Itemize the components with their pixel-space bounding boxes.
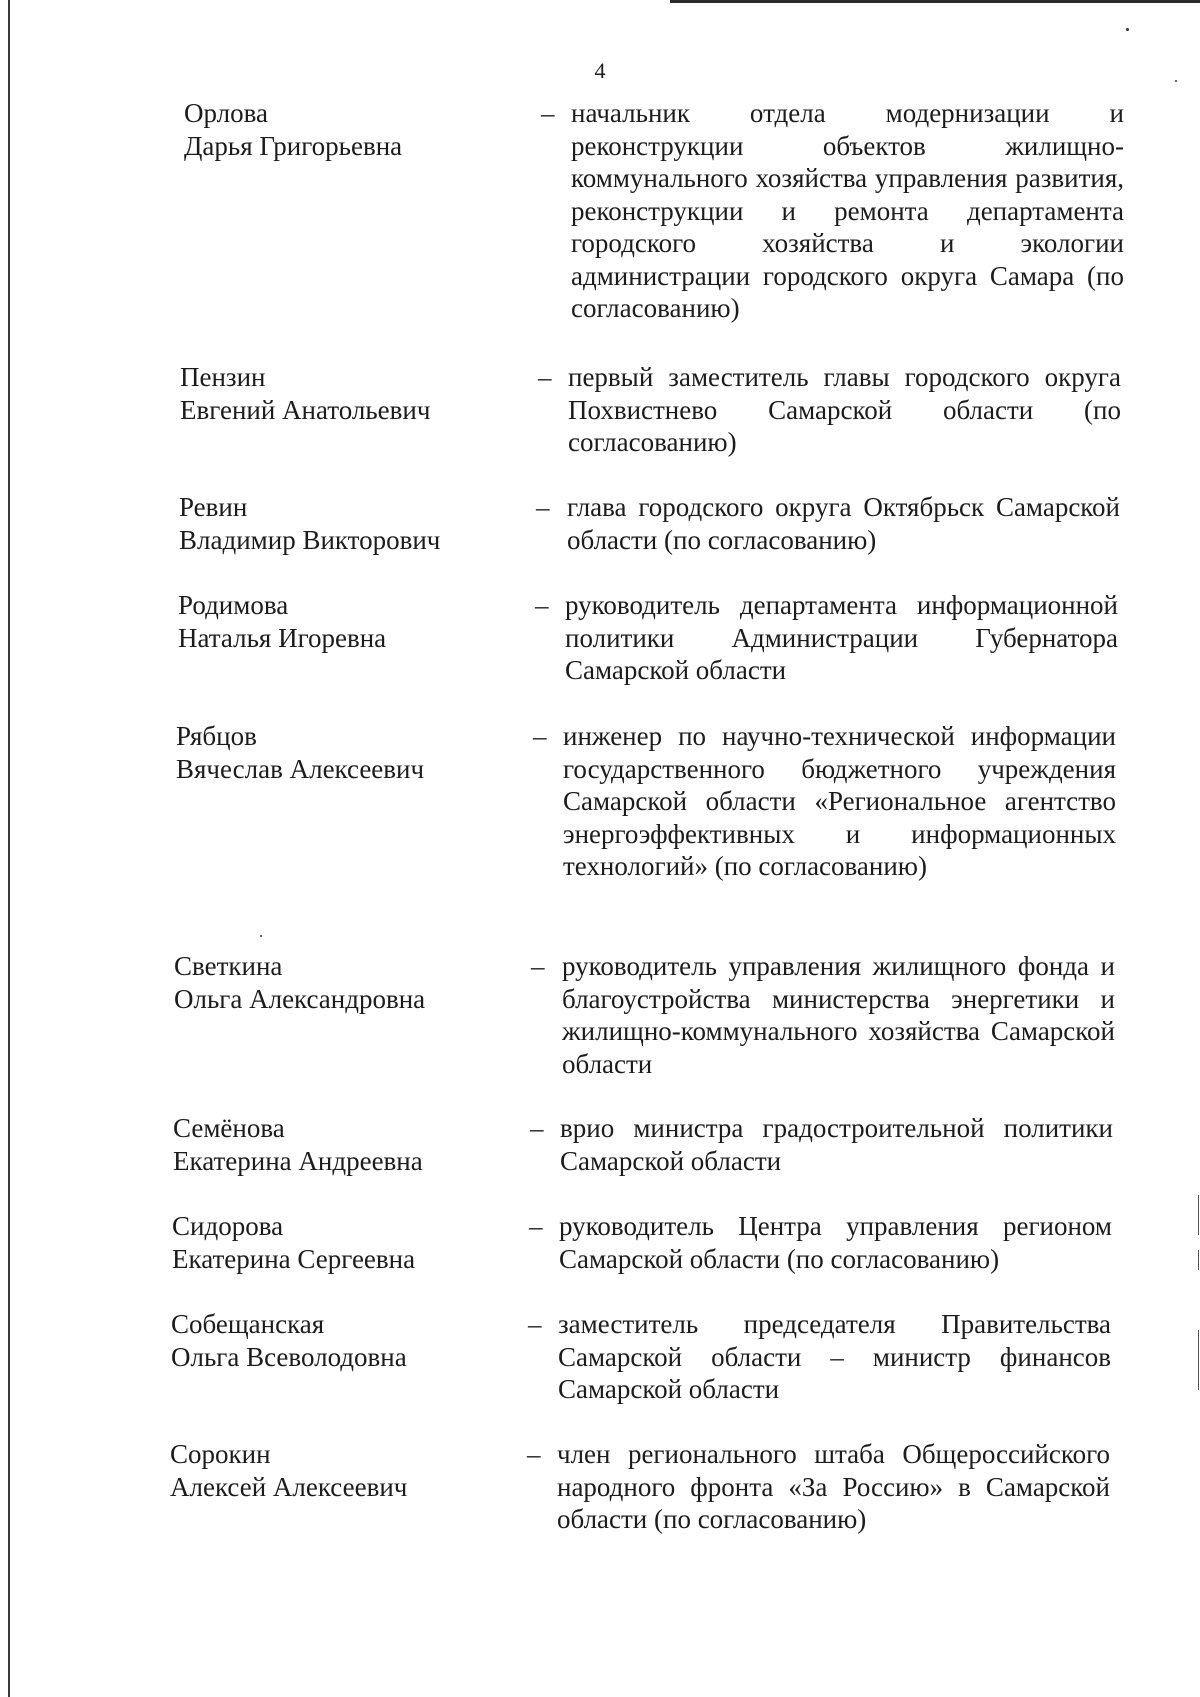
member-given-names: Наталья Игоревна bbox=[178, 622, 387, 653]
member-surname: Сорокин bbox=[170, 1439, 271, 1469]
member-given-names: Екатерина Андреевна bbox=[173, 1145, 423, 1176]
member-surname: Родимова bbox=[178, 590, 289, 620]
member-surname: Собещанская bbox=[171, 1309, 325, 1339]
separator-dash: – bbox=[533, 721, 547, 751]
member-name bbox=[172, 1210, 502, 1275]
separator-dash: – bbox=[528, 1309, 542, 1339]
separator-dash: – bbox=[538, 362, 552, 392]
member-given-names: Ольга Александровна bbox=[174, 983, 426, 1014]
member-given-names: Ольга Всеволодовна bbox=[171, 1341, 407, 1372]
separator-dash: – bbox=[535, 590, 549, 620]
member-name bbox=[174, 950, 504, 1015]
member-name bbox=[179, 491, 509, 556]
member-given-names: Вячеслав Алексеевич bbox=[176, 753, 425, 784]
member-surname: Семёнова bbox=[173, 1113, 285, 1143]
scan-right-mark bbox=[1198, 1250, 1199, 1270]
member-given-names: Екатерина Сергеевна bbox=[172, 1243, 416, 1274]
scan-speck bbox=[260, 935, 262, 937]
member-surname: Пензин bbox=[180, 362, 266, 392]
member-name bbox=[170, 1438, 500, 1503]
scan-left-edge bbox=[8, 0, 10, 1697]
member-name bbox=[180, 361, 510, 426]
member-name bbox=[178, 589, 508, 654]
member-surname: Ревин bbox=[179, 492, 248, 522]
member-given-names: Евгений Анатольевич bbox=[180, 394, 431, 425]
member-name bbox=[173, 1112, 503, 1177]
member-role: руководитель департамента информационной политики Администрации Губернатора Самарской области bbox=[565, 590, 1118, 685]
scan-right-mark bbox=[1198, 1195, 1199, 1235]
page-number: 4 bbox=[594, 58, 606, 83]
member-role: инженер по научно-технической информации государственного бюджетного учреждения Самарской области «Региональное агентство энергоэффективных и информационных технологий» (по согласованию) bbox=[563, 721, 1116, 881]
separator-dash: – bbox=[527, 1439, 541, 1469]
member-name bbox=[171, 1308, 501, 1373]
member-role: врио министра градостроительной политики Самарской области bbox=[560, 1113, 1113, 1176]
member-surname: Орлова bbox=[184, 98, 268, 128]
member-name bbox=[184, 97, 514, 162]
scan-right-mark bbox=[1198, 1330, 1199, 1390]
member-given-names: Владимир Викторович bbox=[179, 524, 441, 555]
member-name bbox=[176, 720, 506, 785]
separator-dash: – bbox=[531, 951, 545, 981]
separator-dash: – bbox=[536, 492, 550, 522]
scan-top-edge bbox=[670, 0, 1200, 3]
member-surname: Рябцов bbox=[176, 721, 257, 751]
member-role: член регионального штаба Общероссийского народного фронта «За Россию» в Самарской области (по согласованию) bbox=[557, 1439, 1110, 1534]
separator-dash: – bbox=[541, 98, 555, 128]
member-given-names: Алексей Алексеевич bbox=[170, 1471, 408, 1502]
member-given-names: Дарья Григорьевна bbox=[184, 130, 403, 161]
scan-speck bbox=[1126, 28, 1129, 31]
separator-dash: – bbox=[530, 1113, 544, 1143]
member-role: первый заместитель главы городского округа Похвистнево Самарской области (по согласованию) bbox=[568, 362, 1121, 457]
member-role: заместитель председателя Правительства Самарской области – министр финансов Самарской области bbox=[558, 1309, 1111, 1404]
member-role: руководитель управления жилищного фонда и благоустройства министерства энергетики и жилищно-коммунального хозяйства Самарской области bbox=[562, 951, 1115, 1079]
member-role: глава городского округа Октябрьск Самарской области (по согласованию) bbox=[567, 492, 1120, 555]
separator-dash: – bbox=[529, 1211, 543, 1241]
member-role: руководитель Центра управления регионом Самарской области (по согласованию) bbox=[559, 1211, 1112, 1274]
member-role: начальник отдела модернизации и реконструкции объектов жилищно-коммунального хозяйства управления развития, реконструкции и ремонта департамента городского хозяйства и экологии администрации городского округа Самара (по согласованию) bbox=[571, 98, 1124, 323]
member-surname: Сидорова bbox=[172, 1211, 284, 1241]
member-surname: Светкина bbox=[174, 951, 283, 981]
